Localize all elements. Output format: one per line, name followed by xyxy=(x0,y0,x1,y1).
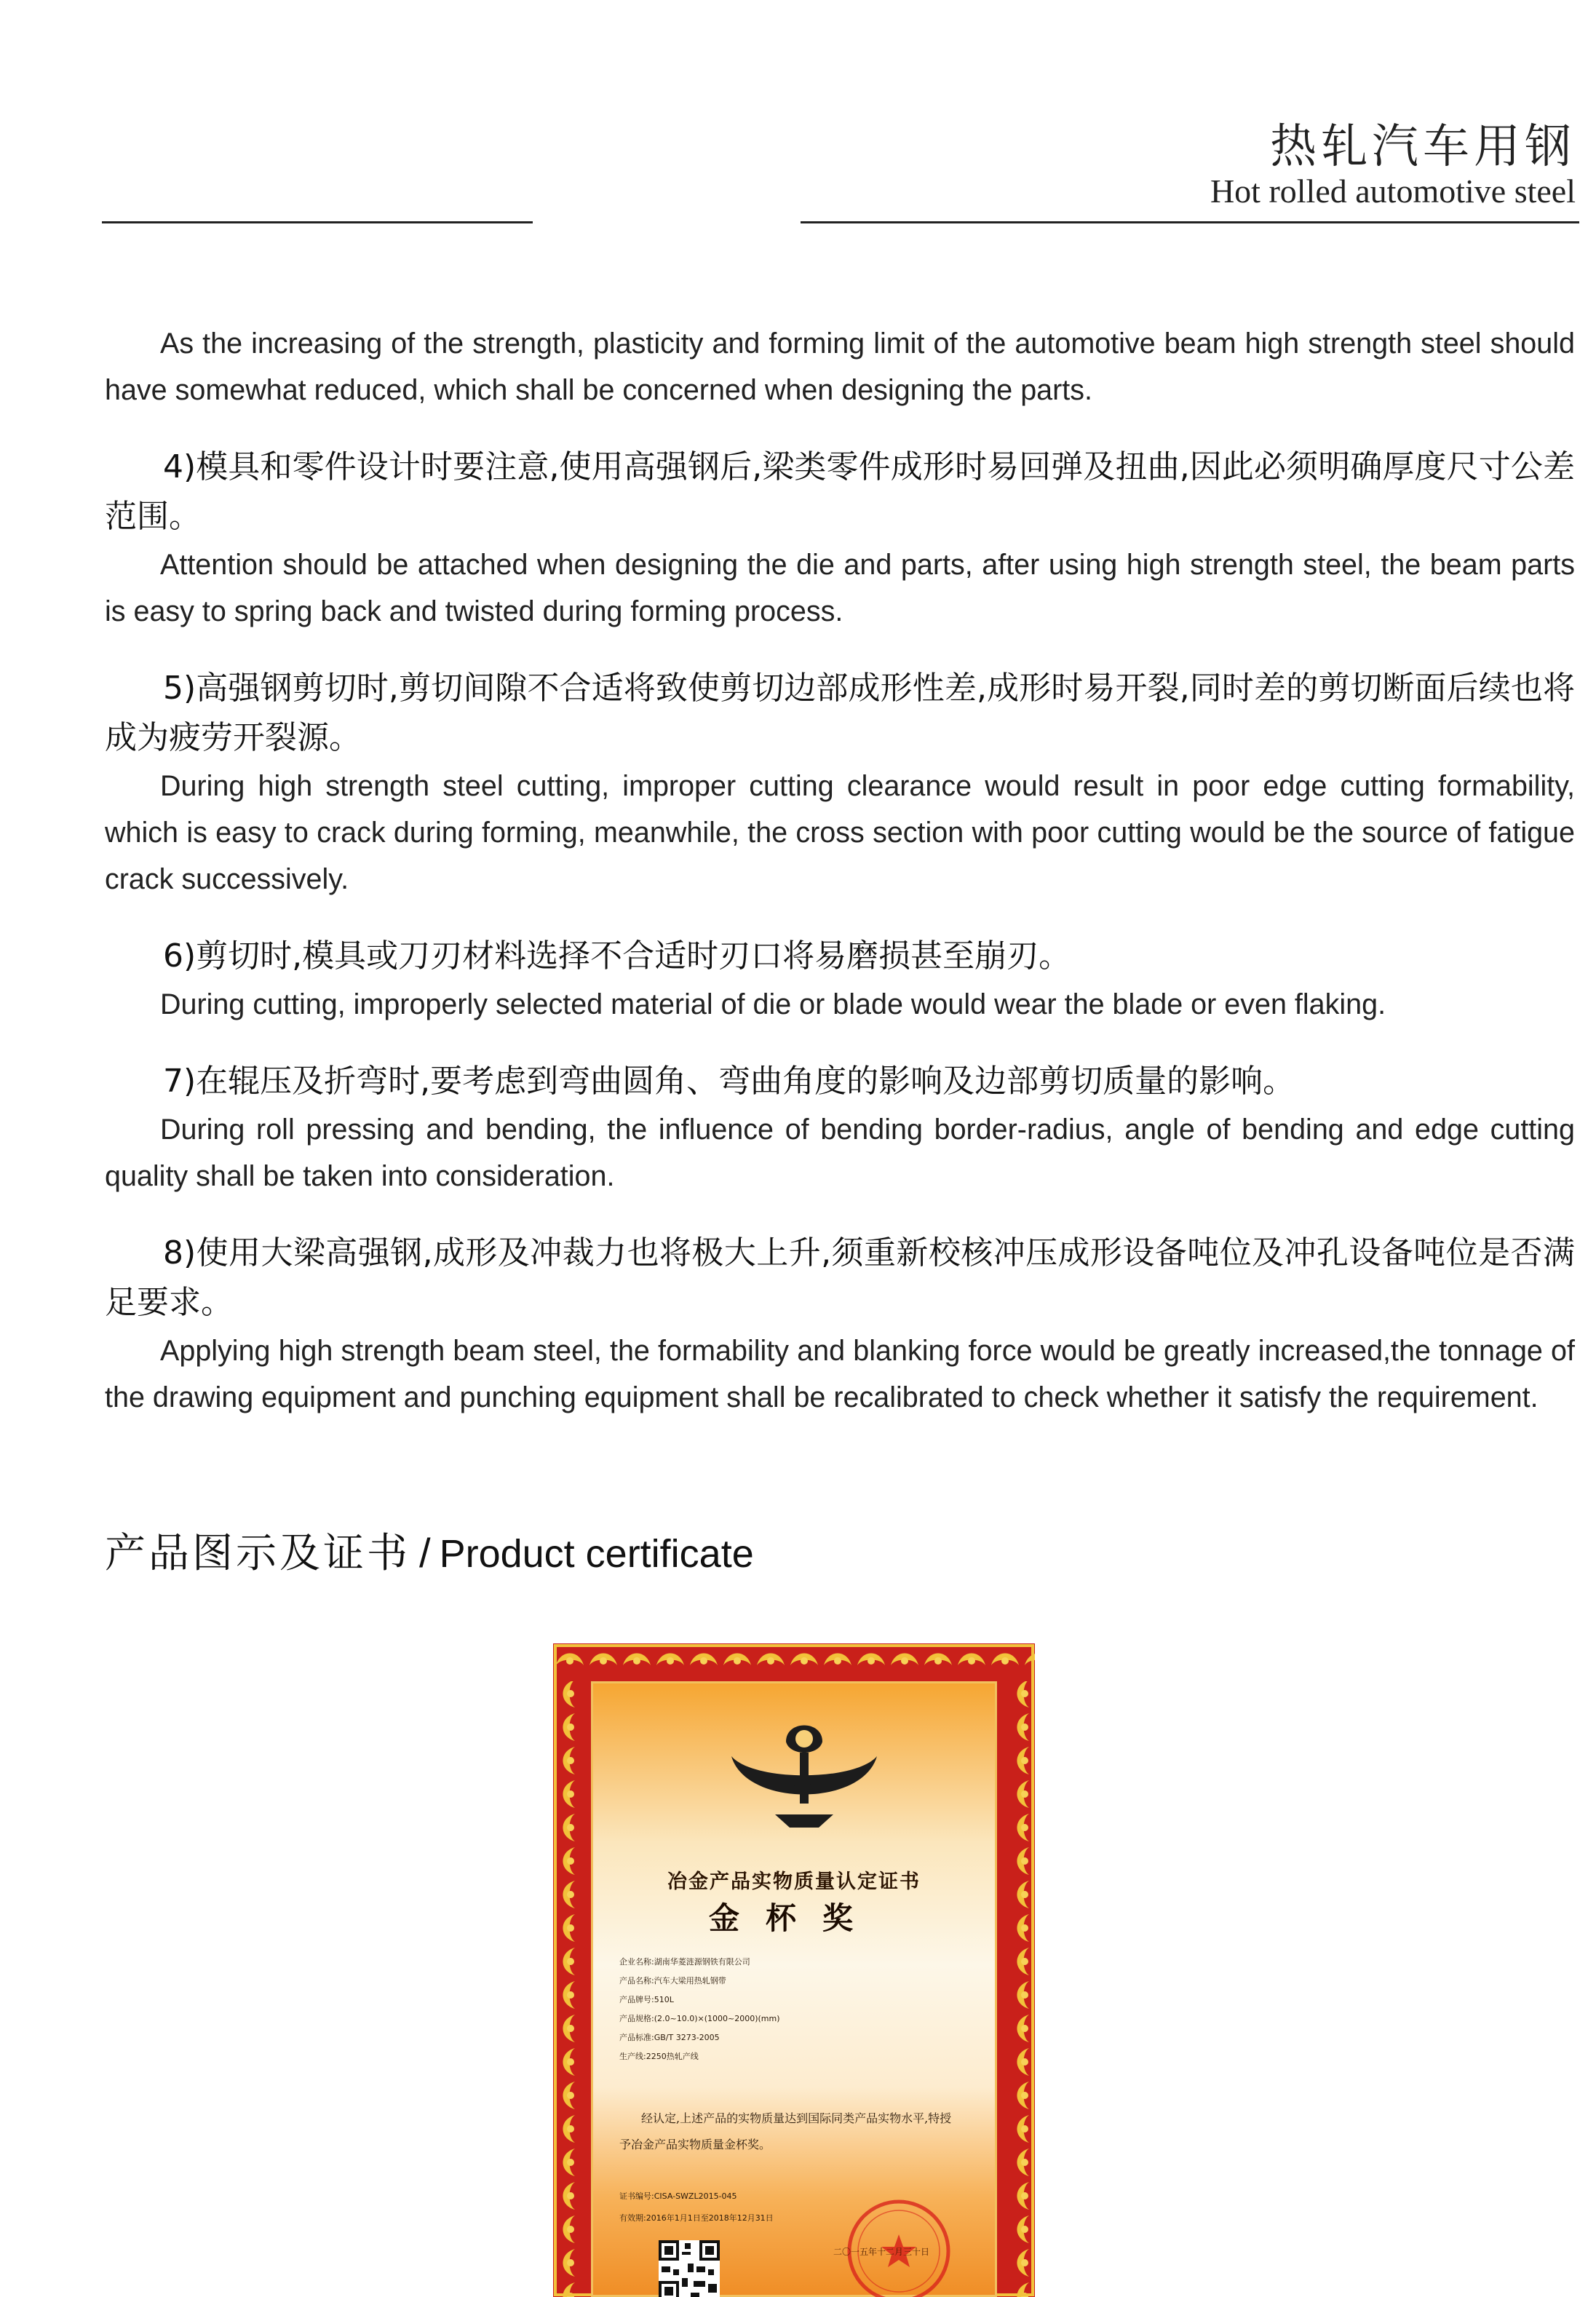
item-4-english: Attention should be attached when designing the die and parts, after using high strength steel, the beam parts is easy to spring back and twisted during forming process. xyxy=(105,549,1575,627)
body-text xyxy=(105,320,1575,1450)
certificate-award: 金杯奖 xyxy=(708,1900,879,1936)
item-7 xyxy=(105,1057,1575,1199)
qr-code-icon xyxy=(659,2240,720,2297)
header-rule-right xyxy=(801,221,1579,223)
item-4-chinese: 4)模具和零件设计时要注意,使用高强钢后,梁类零件成形时易回弹及扭曲,因此必须明确厚度尺寸公差范围。 xyxy=(105,448,1575,535)
certificate-field: 产品规格:(2.0~10.0)×(1000~2000)(mm) xyxy=(619,2014,780,2023)
page-header xyxy=(0,0,1596,233)
header-rule-left xyxy=(102,221,533,223)
certificate-field: 生产线:2250热轧产线 xyxy=(619,2052,699,2061)
certificate-field: 产品牌号:510L xyxy=(619,1995,674,2004)
certificate-heading: 冶金产品实物质量认定证书 xyxy=(667,1870,921,1893)
certificate-field: 企业名称:湖南华菱涟源钢铁有限公司 xyxy=(619,1957,750,1967)
header-title-english: Hot rolled automotive steel xyxy=(1210,172,1576,210)
header-title-chinese: 热轧汽车用钢 xyxy=(1270,120,1576,174)
section-title-chinese: 产品图示及证书 xyxy=(105,1530,410,1577)
certificate-field: 产品标准:GB/T 3273-2005 xyxy=(619,2033,720,2042)
certificate-statement: 经认定,上述产品的实物质量达到国际同类产品实物水平,特授予冶金产品实物质量金杯奖。 xyxy=(619,2111,952,2151)
section-title-english: Product certificate xyxy=(439,1532,754,1576)
item-8-chinese: 8)使用大梁高强钢,成形及冲裁力也将极大上升,须重新校核冲压成形设备吨位及冲孔设备吨位是否满足要求。 xyxy=(105,1234,1575,1321)
certificate-paper xyxy=(591,1681,997,2297)
certificate-validity: 有效期:2016年1月1日至2018年12月31日 xyxy=(619,2213,774,2223)
item-5 xyxy=(105,664,1575,902)
item-7-chinese: 7)在辊压及折弯时,要考虑到弯曲圆角、弯曲角度的影响及边部剪切质量的影响。 xyxy=(163,1063,1295,1100)
certificate-date: 二〇一五年十二月三十日 xyxy=(833,2247,930,2257)
item-4 xyxy=(105,443,1575,635)
section-title xyxy=(105,1521,754,1579)
intro-english: As the increasing of the strength, plasticity and forming limit of the automotive beam high strength steel should have somewhat reduced, which shall be concerned when designing the parts. xyxy=(105,328,1575,406)
certificate-field: 产品名称:汽车大梁用热轧钢带 xyxy=(619,1976,726,1985)
item-8 xyxy=(105,1229,1575,1421)
intro-paragraph xyxy=(105,320,1575,413)
section-title-separator: / xyxy=(419,1530,431,1576)
item-6-english: During cutting, improperly selected material of die or blade would wear the blade or even flaking. xyxy=(160,988,1386,1020)
item-6 xyxy=(105,932,1575,1028)
certificate-emblem xyxy=(717,1713,892,1836)
item-7-english: During roll pressing and bending, the influence of bending border-radius, angle of bending and edge cutting quality shall be taken into consideration. xyxy=(105,1114,1575,1192)
certificate-fields xyxy=(619,1953,983,2066)
item-6-chinese: 6)剪切时,模具或刀刃材料选择不合适时刃口将易磨损甚至崩刃。 xyxy=(163,937,1071,975)
item-5-chinese: 5)高强钢剪切时,剪切间隙不合适将致使剪切边部成形性差,成形时易开裂,同时差的剪切断面后续也将成为疲劳开裂源。 xyxy=(105,670,1575,756)
certificate-number: 证书编号:CISA-SWZL2015-045 xyxy=(619,2191,737,2201)
product-certificate-image xyxy=(553,1643,1035,2297)
item-8-english: Applying high strength beam steel, the formability and blanking force would be greatly increased,the tonnage of the drawing equipment and punching equipment shall be recalibrated to check whether it satisfy the requirement. xyxy=(105,1335,1575,1413)
item-5-english: During high strength steel cutting, improper cutting clearance would result in poor edge cutting formability, which is easy to crack during forming, meanwhile, the cross section with poor cutting would be the source of fatigue crack successively. xyxy=(105,770,1575,895)
